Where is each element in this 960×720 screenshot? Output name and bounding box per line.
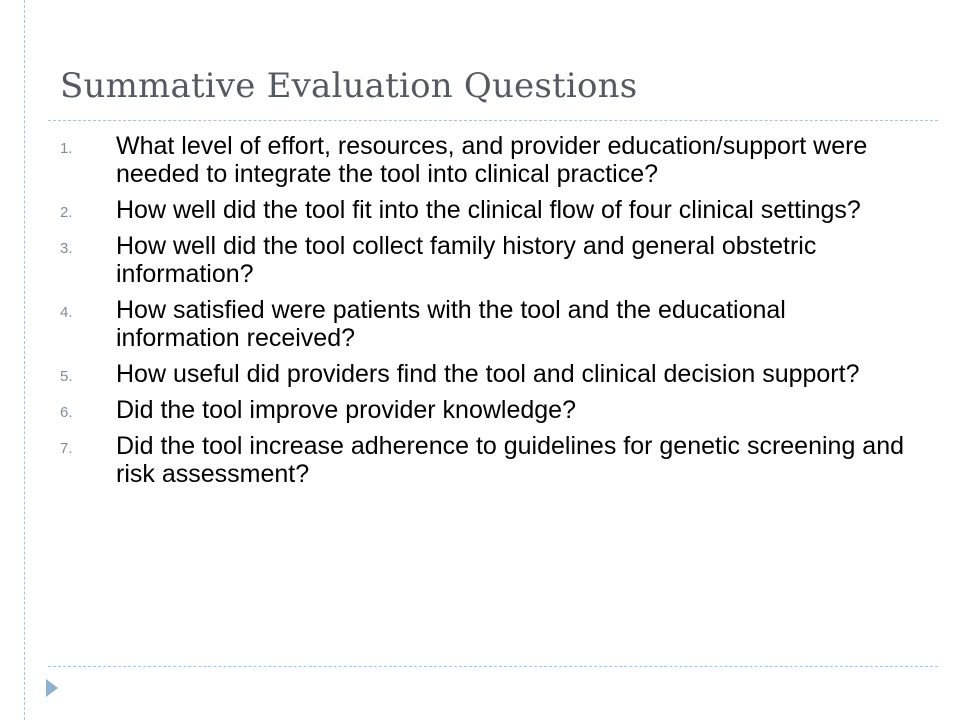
triangle-right-icon (46, 679, 58, 697)
question-number: 5. (60, 368, 73, 385)
question-number: 1. (60, 140, 73, 157)
question-number: 6. (60, 404, 73, 421)
question-text: How well did the tool collect family history and general obstetric information? (116, 232, 817, 288)
question-text: How satisfied were patients with the tool and the educational information received? (116, 296, 786, 352)
list-item (60, 232, 910, 288)
question-list (60, 132, 910, 496)
footer-divider (48, 666, 938, 667)
question-text: What level of effort, resources, and provider education/support were needed to integrate the tool into clinical practice? (116, 132, 868, 188)
title-divider (48, 120, 938, 121)
slide-title: Summative Evaluation Questions (60, 66, 638, 106)
question-text: How well did the tool fit into the clinical flow of four clinical settings? (116, 196, 861, 224)
left-dashed-guide (24, 0, 25, 720)
question-number: 3. (60, 240, 73, 257)
list-item (60, 360, 910, 388)
question-text: Did the tool improve provider knowledge? (116, 396, 576, 424)
list-item (60, 296, 910, 352)
list-item (60, 196, 910, 224)
list-item (60, 396, 910, 424)
list-item (60, 132, 910, 188)
question-number: 2. (60, 204, 73, 221)
list-item (60, 432, 910, 488)
question-text: Did the tool increase adherence to guidelines for genetic screening and risk assessment? (116, 432, 905, 488)
question-number: 4. (60, 304, 73, 321)
question-number: 7. (60, 440, 73, 457)
question-text: How useful did providers find the tool and clinical decision support? (116, 360, 860, 388)
